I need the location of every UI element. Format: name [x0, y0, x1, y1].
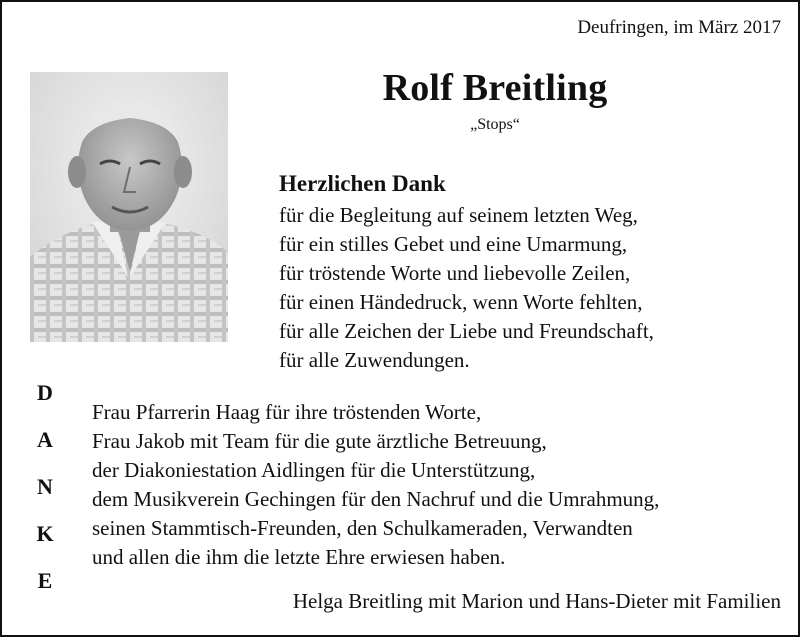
thanks-line: für alle Zeichen der Liebe und Freundschaft,	[279, 319, 654, 343]
thanks-line: für einen Händedruck, wenn Worte fehlten,	[279, 290, 643, 314]
thanks-title: Herzlichen Dank	[279, 171, 446, 196]
thanks-line: für alle Zuwendungen.	[279, 348, 470, 372]
thanks-line: für ein stilles Gebet und eine Umarmung,	[279, 232, 628, 256]
acknowledgement-line: seinen Stammtisch-Freunden, den Schulkameraden, Verwandten	[92, 516, 633, 540]
danke-vertical	[27, 373, 63, 608]
acknowledgement-line: dem Musikverein Gechingen für den Nachruf und die Umrahmung,	[92, 487, 660, 511]
thanks-lines	[279, 201, 654, 375]
family-signature: Helga Breitling mit Marion und Hans-Dieter mit Familien	[292, 589, 781, 613]
danke-letter: N	[37, 474, 53, 499]
acknowledgement-lines	[92, 398, 659, 572]
danke-letter: D	[37, 380, 53, 405]
thanks-line: für die Begleitung auf seinem letzten Weg,	[279, 203, 638, 227]
acknowledgement-line: der Diakoniestation Aidlingen für die Unterstützung,	[92, 458, 536, 482]
acknowledgement-line: und allen die ihm die letzte Ehre erwiesen haben.	[92, 545, 506, 569]
danke-letter: A	[37, 427, 53, 452]
place-date: Deufringen, im März 2017	[577, 17, 781, 38]
acknowledgement-line: Frau Pfarrerin Haag für ihre tröstenden Worte,	[92, 400, 482, 424]
danke-letter: K	[36, 521, 54, 546]
deceased-name: Rolf Breitling	[382, 67, 608, 109]
thanks-line: für tröstende Worte und liebevolle Zeilen,	[279, 261, 631, 285]
danke-letter: E	[37, 568, 53, 593]
portrait-photo	[30, 72, 228, 342]
deceased-nickname: „Stops“	[470, 116, 520, 133]
acknowledgement-line: Frau Jakob mit Team für die gute ärztliche Betreuung,	[92, 429, 547, 453]
